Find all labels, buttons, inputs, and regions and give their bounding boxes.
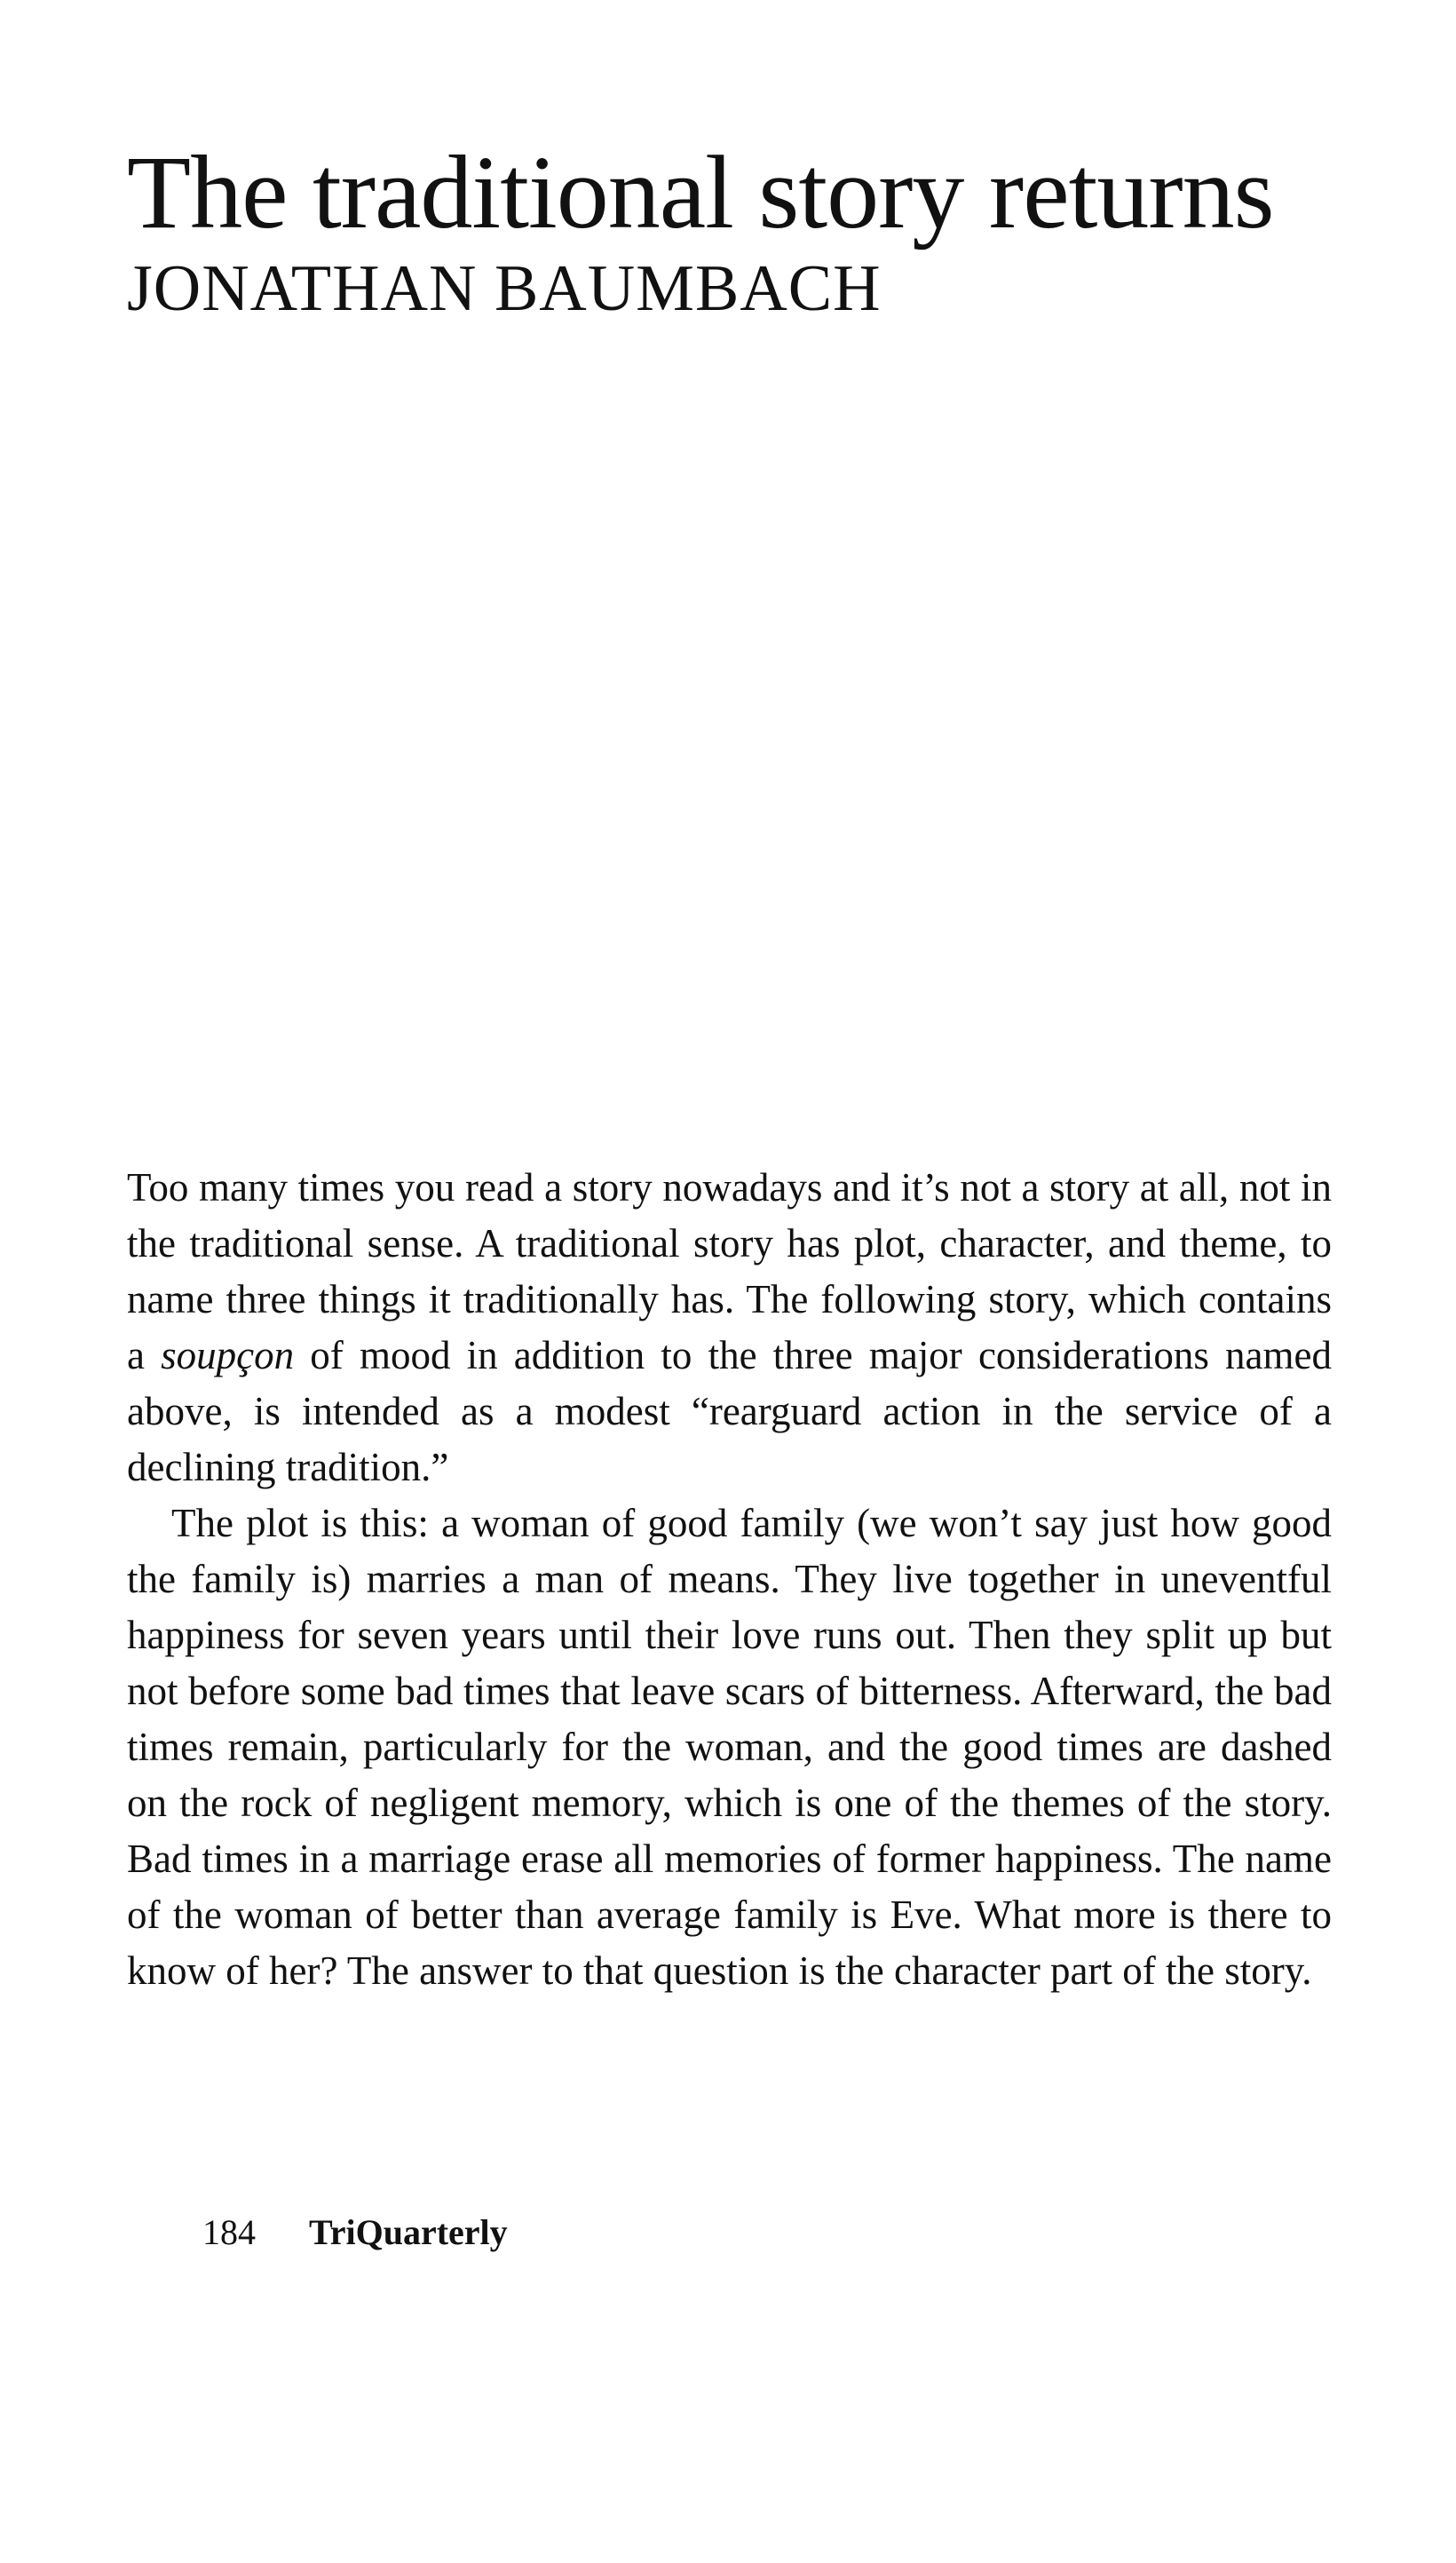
page-footer bbox=[202, 2212, 508, 2252]
paragraph-1-text-end: of mood in addition to the three major considerations named above, is intended as a modest “rearguard action in the service of a declining tradition.” bbox=[127, 1333, 1332, 1489]
article-body bbox=[127, 1160, 1332, 1999]
paragraph-1-italic-word: soupçon bbox=[161, 1333, 295, 1377]
page-number: 184 bbox=[202, 2212, 256, 2252]
paragraph-1-text-start: Too many times you read a story nowadays and it’s not a story at all, not in the traditional sense. A traditional story has plot, character, and theme, to name three things it traditionally has. The following story, which contains a bbox=[127, 1165, 1332, 1377]
journal-name: TriQuarterly bbox=[309, 2212, 508, 2252]
paragraph-1 bbox=[127, 1160, 1332, 1496]
article-title: The traditional story returns bbox=[127, 134, 1274, 250]
paragraph-2: The plot is this: a woman of good family (we won’t say just how good the family is) marries a man of means. They live together in uneventful happiness for seven years until their love runs out. Then they split up but not before some bad times that leave scars of bitterness. Afterward, the bad times remain, particularly for the woman, and the good times are dashed on the rock of negligent memory, which is one of the themes of the story. Bad times in a marriage erase all memories of former happiness. The name of the woman of better than average family is Eve. What more is there to know of her? The answer to that question is the character part of the story. bbox=[127, 1501, 1332, 1993]
article-author: JONATHAN BAUMBACH bbox=[127, 252, 882, 325]
